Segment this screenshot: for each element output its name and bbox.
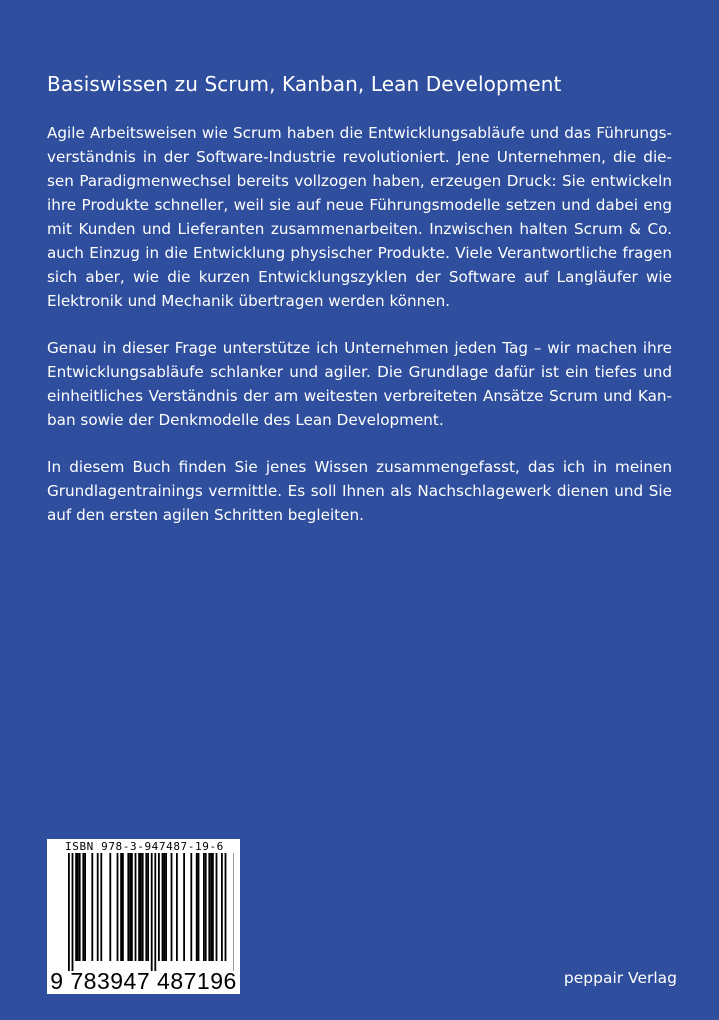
barcode-bar <box>216 853 218 961</box>
barcode-bar <box>138 853 140 961</box>
barcode-bar <box>82 853 84 961</box>
barcode-bar <box>109 853 111 961</box>
barcode-bar <box>72 853 74 971</box>
barcode-bar <box>183 853 185 961</box>
barcode-bar <box>122 853 124 961</box>
barcode-bar <box>208 853 210 961</box>
barcode-bar <box>142 853 144 961</box>
barcode-bars <box>53 853 234 973</box>
barcode-bar <box>140 853 142 961</box>
barcode-bar <box>135 853 137 961</box>
barcode-bar <box>91 853 93 961</box>
barcode-bar <box>221 853 223 961</box>
barcode-bar <box>203 853 205 961</box>
barcode-bar <box>75 853 77 961</box>
blurb-paragraph-1: Agile Arbeitsweisen wie Scrum haben die Entwicklungsabläufe und das Führungsverständnis in der Software-Industrie revolutioniert. Jene Unternehmen, die diesen Paradigmenwechsel bereits vollzogen haben, erzeugen Druck: Sie entwickeln ihre Produkte schneller, weil sie auf neue Führungsmodelle setzen und dabei eng mit Kunden und Lieferanten zusammenarbeiten. Inzwischen halten Scrum & Co. auch Einzug in die Entwicklung physischer Produkte. Viele Verantwortliche fragen sich aber, wie die kurzen Entwicklungszyklen der Software auf Langläufer wie Elektronik und Mechanik übertragen werden können. <box>47 124 672 310</box>
barcode-bar <box>210 853 212 961</box>
barcode-bar <box>158 853 160 961</box>
publisher-name: peppair Verlag <box>563 969 677 987</box>
barcode-bar <box>145 853 147 961</box>
barcode-bar <box>84 853 86 961</box>
book-title: Basiswissen zu Scrum, Kanban, Lean Development <box>47 72 562 96</box>
isbn-barcode <box>47 839 240 994</box>
barcode-bar <box>131 853 133 961</box>
barcode-bar <box>120 853 122 961</box>
barcode-bar <box>190 853 192 961</box>
barcode-bar <box>77 853 79 961</box>
barcode-bar <box>100 853 102 961</box>
barcode-bar <box>176 853 178 961</box>
barcode-bar <box>171 853 173 961</box>
blurb-paragraph-2: Genau in dieser Frage unterstütze ich Unternehmen jeden Tag – wir machen ihre Entwicklungsabläufe schlanker und agiler. Die Grundlage dafür ist ein tiefes und einheitliches Verständnis der am weitesten verbreiteten Ansätze Scrum und Kanban sowie der Denkmodelle des Lean Development. <box>47 339 672 429</box>
barcode-bar <box>212 853 214 961</box>
barcode-bar <box>225 853 227 961</box>
blurb-paragraph-3: In diesem Buch finden Sie jenes Wissen zusammengefasst, das ich in meinen Grundlagentrainings vermittle. Es soll Ihnen als Nachschlagewerk dienen und Sie auf den ersten agilen Schritten begleiten. <box>47 458 672 524</box>
barcode-bar <box>127 853 129 961</box>
barcode-bar <box>117 853 119 961</box>
barcode-bar <box>162 853 164 961</box>
barcode-bar <box>79 853 81 961</box>
barcode-bar <box>165 853 167 961</box>
barcode-bar <box>205 853 207 961</box>
blurb <box>47 121 672 550</box>
barcode-bar <box>68 853 70 971</box>
barcode-bar <box>147 853 149 961</box>
barcode-bar <box>129 853 131 961</box>
isbn-label: ISBN 978-3-947487-19-6 <box>65 840 224 853</box>
barcode-bar <box>198 853 200 961</box>
barcode-number: 9 783947 487196 <box>50 968 237 994</box>
barcode-bar <box>163 853 165 961</box>
barcode-bar <box>196 853 198 961</box>
barcode-bar <box>154 853 156 971</box>
barcode-bar <box>97 853 99 961</box>
barcode-bar <box>151 853 153 971</box>
